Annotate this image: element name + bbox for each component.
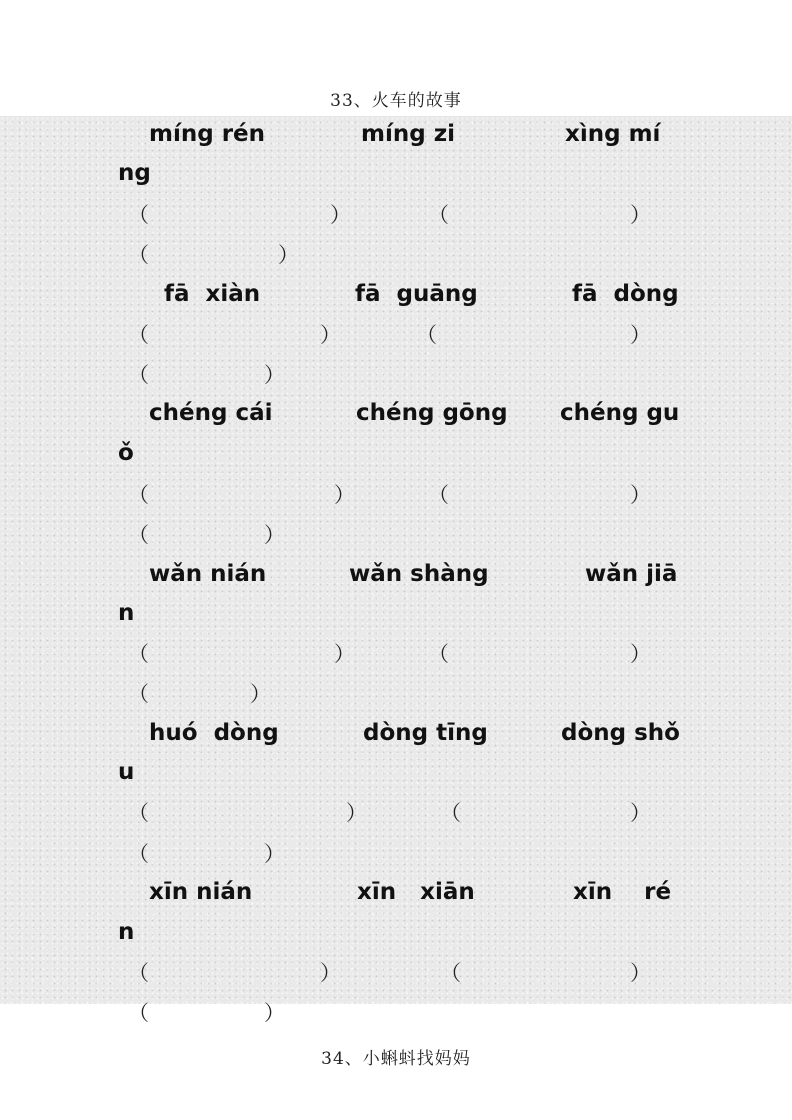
pinyin-word: wǎn nián (149, 561, 267, 587)
answer-blank-open: （ (128, 523, 149, 547)
pinyin-word: fā guāng (355, 281, 478, 307)
answer-blank-open: （ (128, 323, 149, 347)
answer-blank-close: ） (346, 801, 367, 825)
answer-blank-close: ） (630, 801, 651, 825)
pinyin-word: xīn nián (149, 879, 253, 905)
answer-blank-close: ） (264, 523, 285, 547)
answer-blank-close: ） (630, 203, 651, 227)
answer-blank-close: ） (264, 1001, 285, 1025)
answer-blank-close: ） (334, 642, 355, 666)
pinyin-wrap: ǒ (118, 440, 134, 466)
pinyin-word: chéng gu (560, 400, 680, 426)
answer-blank-open: （ (428, 642, 449, 666)
answer-blank-open: （ (128, 363, 149, 387)
pinyin-wrap: u (118, 759, 135, 785)
lesson-33-title: 33、火车的故事 (330, 91, 462, 111)
answer-blank-open: （ (440, 801, 461, 825)
answer-blank-close: ） (630, 323, 651, 347)
scanned-page-texture (0, 116, 792, 1004)
pinyin-word: huó dòng (149, 720, 279, 746)
answer-blank-open: （ (128, 642, 149, 666)
pinyin-word: wǎn shàng (349, 561, 489, 587)
pinyin-word: dòng shǒ (561, 720, 680, 746)
pinyin-word: xìng mí (565, 121, 661, 147)
pinyin-word: fā dòng (572, 281, 679, 307)
answer-blank-open: （ (128, 801, 149, 825)
answer-blank-close: ） (630, 961, 651, 985)
answer-blank-open: （ (128, 842, 149, 866)
answer-blank-open: （ (128, 483, 149, 507)
answer-blank-close: ） (630, 483, 651, 507)
pinyin-wrap: n (118, 919, 135, 945)
pinyin-wrap: n (118, 600, 135, 626)
answer-blank-close: ） (630, 642, 651, 666)
answer-blank-open: （ (428, 483, 449, 507)
answer-blank-open: （ (128, 682, 149, 706)
answer-blank-close: ） (320, 323, 341, 347)
answer-blank-open: （ (416, 323, 437, 347)
pinyin-word: chéng gōng (356, 400, 508, 426)
answer-blank-close: ） (250, 682, 271, 706)
answer-blank-open: （ (128, 961, 149, 985)
answer-blank-open: （ (440, 961, 461, 985)
answer-blank-open: （ (428, 203, 449, 227)
answer-blank-close: ） (330, 203, 351, 227)
answer-blank-open: （ (128, 243, 149, 267)
lesson-34-title: 34、小蝌蚪找妈妈 (321, 1049, 471, 1069)
pinyin-word: chéng cái (149, 400, 273, 426)
answer-blank-close: ） (264, 363, 285, 387)
pinyin-wrap: ng (118, 160, 151, 186)
answer-blank-close: ） (264, 842, 285, 866)
pinyin-word: xīn ré (573, 879, 672, 905)
pinyin-word: wǎn jiā (585, 561, 678, 587)
answer-blank-close: ） (334, 483, 355, 507)
pinyin-word: fā xiàn (164, 281, 261, 307)
answer-blank-close: ） (278, 243, 299, 267)
answer-blank-open: （ (128, 203, 149, 227)
pinyin-word: xīn xiān (357, 879, 475, 905)
answer-blank-close: ） (320, 961, 341, 985)
pinyin-word: míng zi (361, 121, 455, 147)
answer-blank-open: （ (128, 1001, 149, 1025)
pinyin-word: míng rén (149, 121, 266, 147)
pinyin-word: dòng tīng (363, 720, 488, 746)
